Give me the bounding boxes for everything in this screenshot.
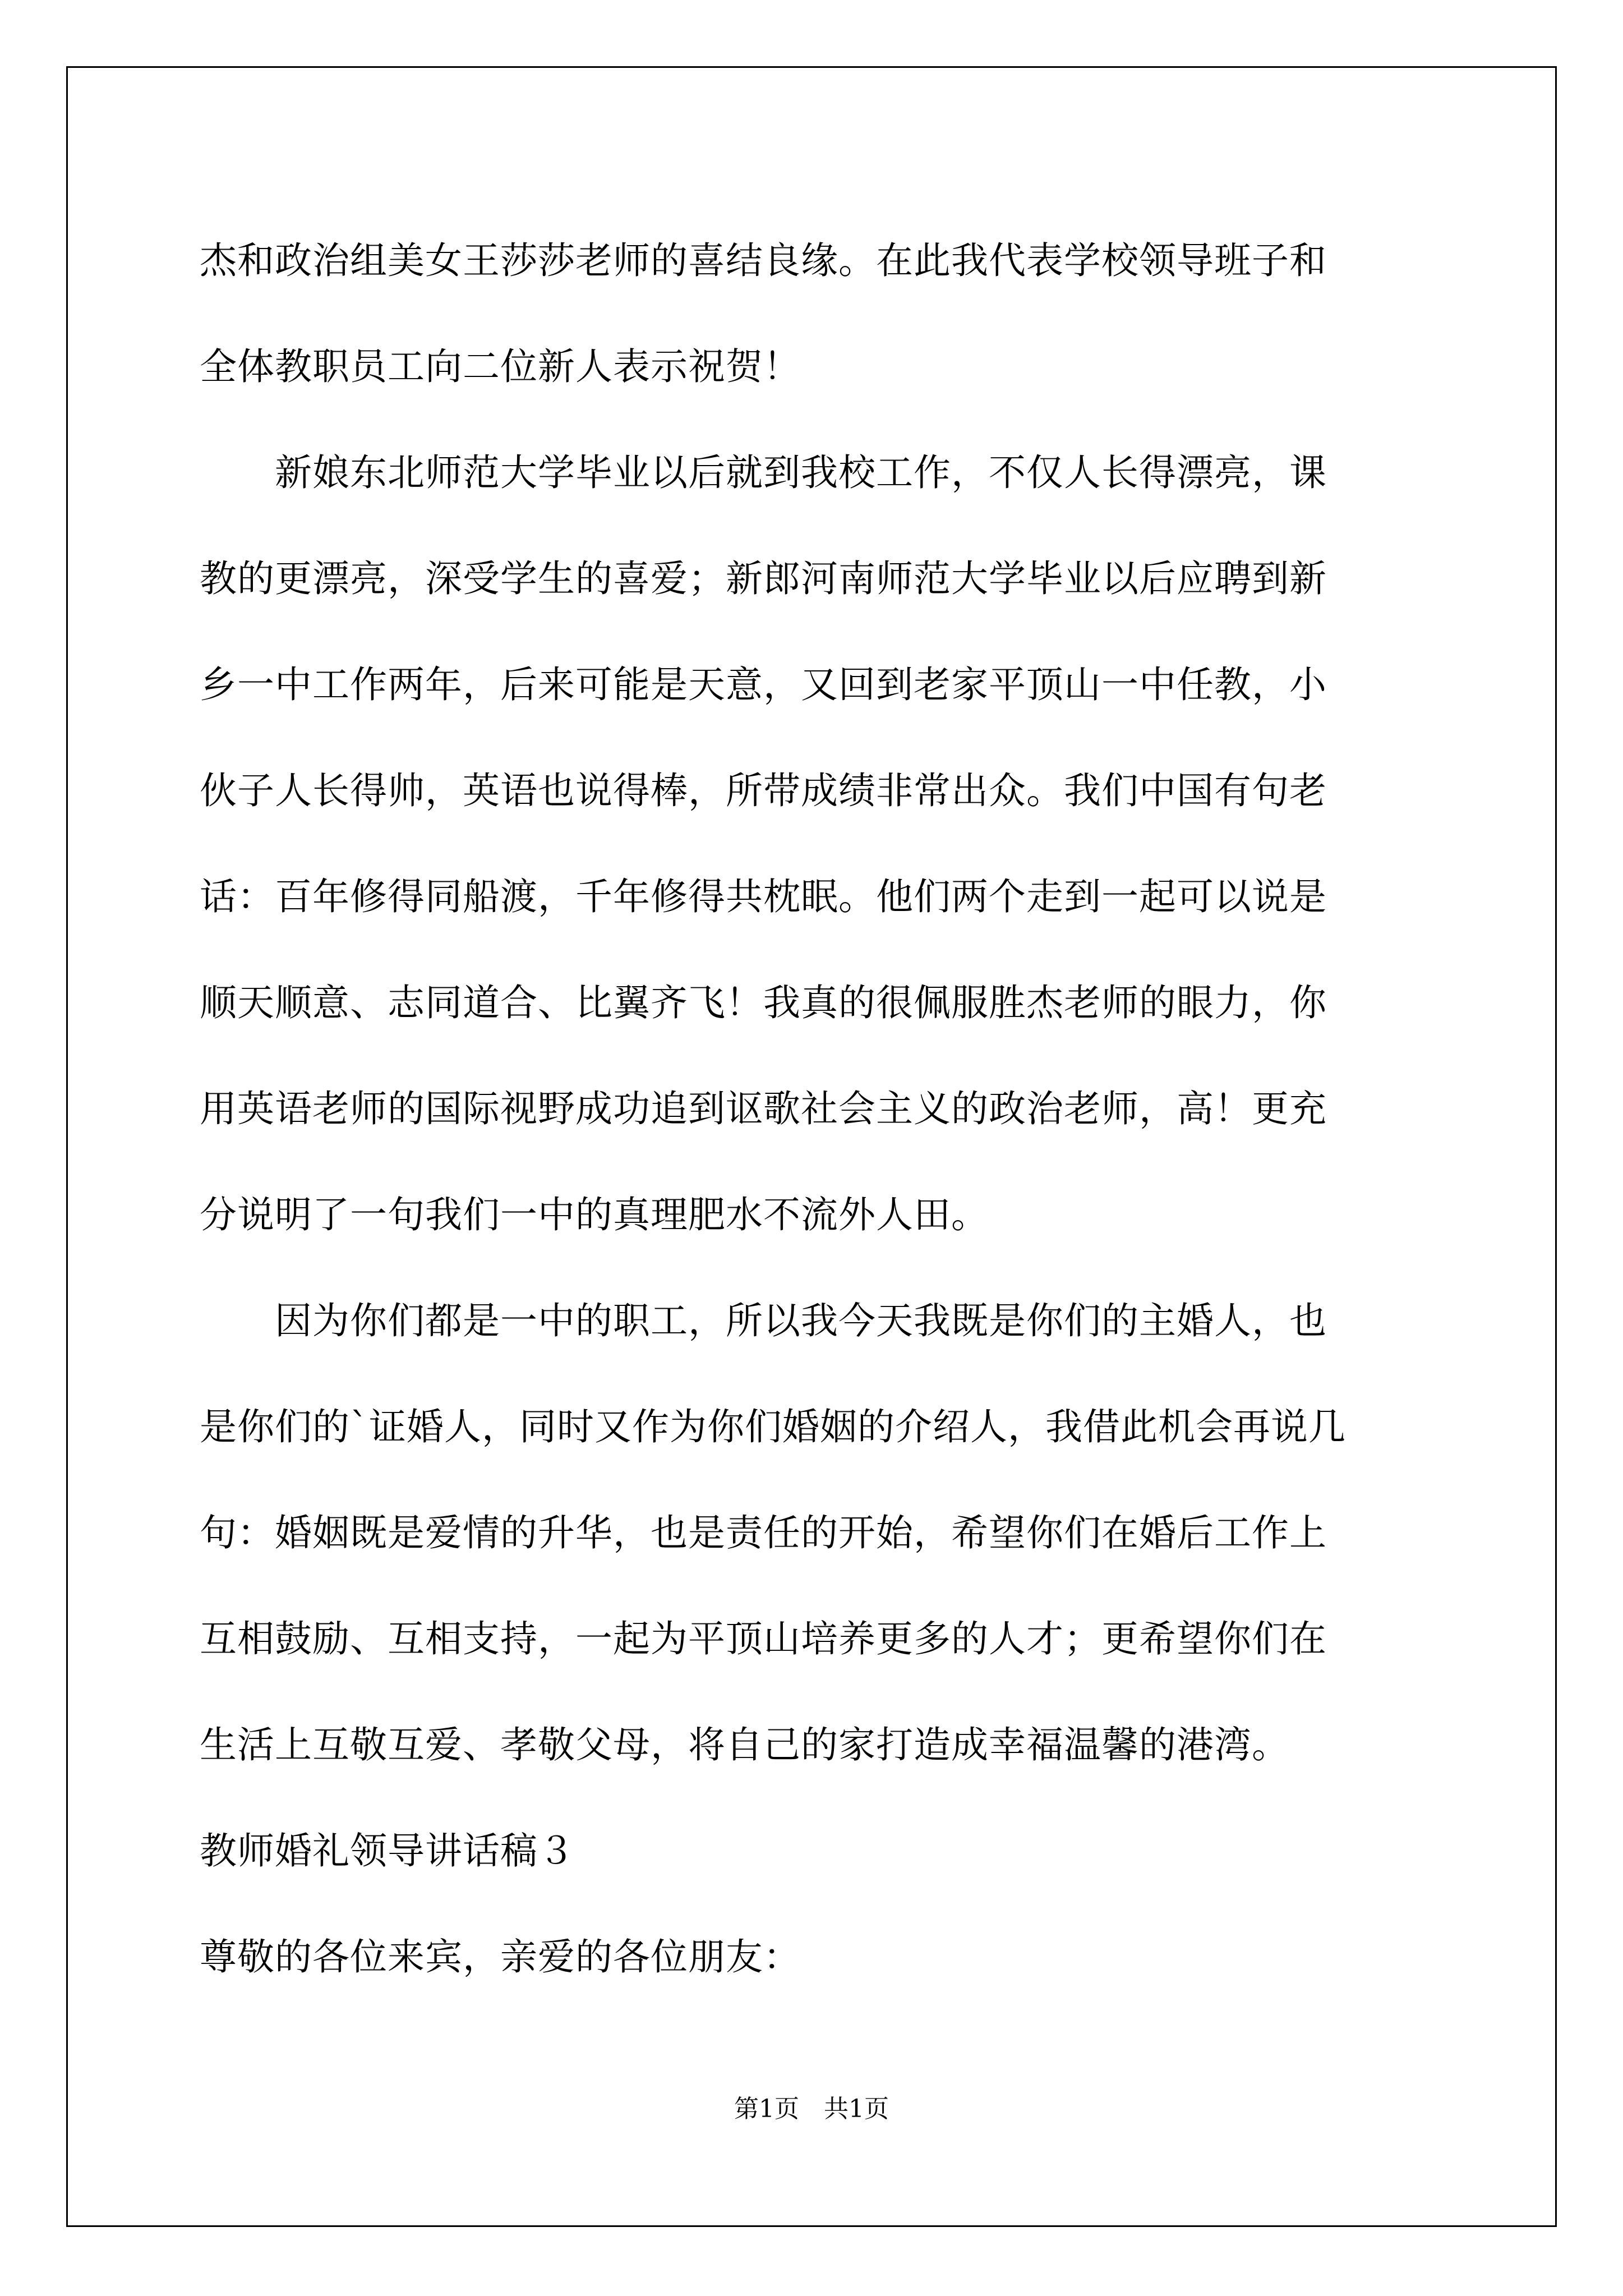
section-heading: 教师婚礼领导讲话稿３ (200, 1829, 575, 1872)
text-line: 话：百年修得同船渡，千年修得共枕眠。他们两个走到一起可以说是 (200, 875, 1327, 918)
text-line: 分说明了一句我们一中的真理肥水不流外人田。 (200, 1193, 989, 1236)
text-line: 新娘东北师范大学毕业以后就到我校工作，不仅人长得漂亮，课 (200, 451, 1327, 494)
text-line: 是你们的`证婚人，同时又作为你们婚姻的介绍人，我借此机会再说几 (200, 1405, 1346, 1448)
text-line: 全体教职员工向二位新人表示祝贺！ (200, 345, 801, 388)
text-line: 句：婚姻既是爱情的升华，也是责任的开始，希望你们在婚后工作上 (200, 1511, 1327, 1554)
text-line: 互相鼓励、互相支持，一起为平顶山培养更多的人才；更希望你们在 (200, 1617, 1327, 1660)
text-line: 教的更漂亮，深受学生的喜爱；新郎河南师范大学毕业以后应聘到新 (200, 557, 1327, 600)
document-body (200, 208, 1422, 2010)
page-footer: 第1页 共1页 (734, 2095, 889, 2123)
text-line: 顺天顺意、志同道合、比翼齐飞！我真的很佩服胜杰老师的眼力，你 (200, 981, 1327, 1024)
text-line: 伙子人长得帅，英语也说得棒，所带成绩非常出众。我们中国有句老 (200, 769, 1327, 812)
text-line: 杰和政治组美女王莎莎老师的喜结良缘。在此我代表学校领导班子和 (200, 239, 1327, 282)
text-line: 因为你们都是一中的职工，所以我今天我既是你们的主婚人，也 (200, 1299, 1327, 1342)
text-line: 用英语老师的国际视野成功追到讴歌社会主义的政治老师，高！更充 (200, 1087, 1327, 1130)
text-line: 生活上互敬互爱、孝敬父母，将自己的家打造成幸福温馨的港湾。 (200, 1723, 1289, 1766)
salutation: 尊敬的各位来宾，亲爱的各位朋友： (200, 1935, 801, 1978)
text-line: 乡一中工作两年，后来可能是天意，又回到老家平顶山一中任教，小 (200, 663, 1327, 706)
